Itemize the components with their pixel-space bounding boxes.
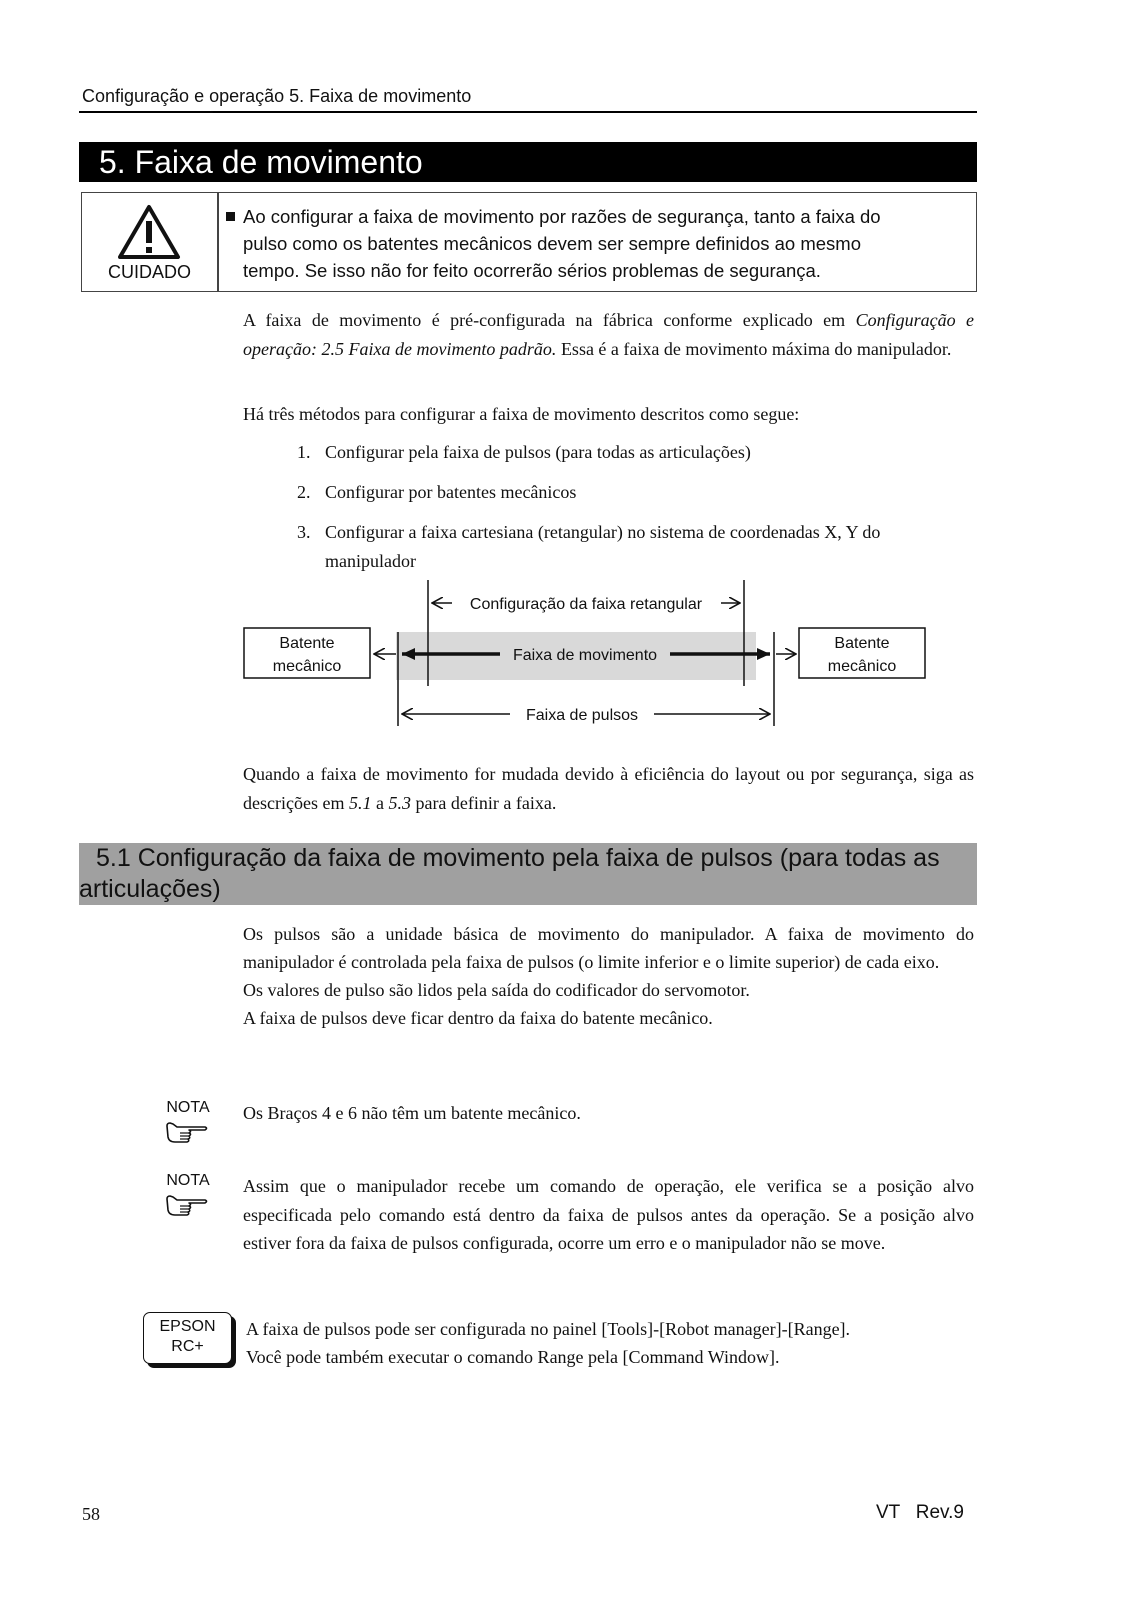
range-diagram (230, 580, 950, 730)
motion-range-label: Faixa de movimento (512, 647, 658, 664)
pulse-text-1: Os pulsos são a unidade básica de movimento do manipulador. A faixa de movimento do manipulador é controlada pela faixa de pulsos (o limite inferior e o limite superior) de cada eixo. (243, 924, 974, 972)
page-number: 58 (82, 1504, 100, 1524)
epson-badge-line-2: RC+ (171, 1338, 204, 1355)
methods-intro: Há três métodos para configurar a faixa de movimento descritos como segue: (243, 404, 800, 424)
running-header: Configuração e operação 5. Faixa de movimento (82, 86, 472, 106)
pointing-hand-icon (165, 1194, 209, 1218)
caution-line-1: Ao configurar a faixa de movimento por razões de segurança, tanto a faixa do (243, 206, 881, 227)
chapter-title: 5. Faixa de movimento (99, 144, 423, 180)
note-text: Assim que o manipulador recebe um comando de operação, ele verifica se a posição alvo especificada pelo comando está dentro da faixa de pulsos antes da operação. Se a posição alvo estiver fora da faixa de pulsos configurada, ocorre um erro e o manipulador não se move. (243, 1176, 974, 1253)
epson-badge-line-1: EPSON (159, 1318, 216, 1335)
note-text: Os Braços 4 e 6 não têm um batente mecânico. (243, 1103, 581, 1123)
chapter-title-bar (79, 142, 977, 182)
section-title-bar (79, 843, 977, 905)
note-label: NOTA (166, 1172, 210, 1189)
epson-rc-badge (143, 1312, 232, 1364)
section-ref-5-3: 5.3 (388, 792, 411, 813)
pulse-range-label: Faixa de pulsos (525, 707, 639, 724)
header-rule (79, 111, 977, 113)
method-number: 1. (297, 442, 311, 462)
caution-divider (217, 193, 219, 291)
after-diagram-paragraph (243, 760, 974, 817)
method-text: Configurar a faixa cartesiana (retangular) no sistema de coordenadas X, Y do (325, 522, 881, 542)
stop-left-line-2: mecânico (272, 658, 342, 675)
caution-label: CUIDADO (107, 262, 191, 282)
method-item (297, 518, 974, 575)
stop-right-line-2: mecânico (827, 658, 897, 675)
after-text-2: para definir a faixa. (410, 792, 557, 813)
section-title-line-2: articulações) (79, 875, 221, 903)
section-title-line-1: 5.1 Configuração da faixa de movimento pela faixa de pulsos (para todas as (96, 844, 940, 872)
caution-line-3: tempo. Se isso não for feito ocorrerão sérios problemas de segurança. (243, 260, 821, 281)
after-text-mid: a (371, 792, 389, 813)
method-text: Configurar pela faixa de pulsos (para todas as articulações) (325, 442, 751, 462)
epson-text-line-2: Você pode também executar o comando Range pela [Command Window]. (246, 1347, 780, 1367)
section-title (79, 843, 975, 905)
method-text-continued: manipulador (325, 550, 416, 571)
section-ref-5-1: 5.1 (348, 792, 372, 813)
method-item (297, 478, 974, 507)
stop-right-line-1: Batente (834, 635, 890, 652)
caution-box (81, 192, 977, 292)
note-label: NOTA (166, 1099, 210, 1116)
pointing-hand-icon (165, 1121, 209, 1145)
method-number: 2. (297, 482, 311, 502)
pulse-text-2: Os valores de pulso são lidos pela saída do codificador do servomotor. (243, 980, 750, 1000)
stop-left-line-1: Batente (279, 635, 335, 652)
epson-text (246, 1315, 974, 1371)
footer-revision: VT Rev.9 (876, 1502, 964, 1523)
method-item (297, 438, 974, 467)
intro-text-1: A faixa de movimento é pré-configurada na fábrica conforme explicado em (243, 310, 856, 330)
caution-text (226, 203, 968, 284)
warning-triangle-icon (116, 203, 182, 261)
epson-text-line-1: A faixa de pulsos pode ser configurada no painel [Tools]-[Robot manager]-[Range]. (246, 1319, 851, 1339)
caution-line-2: pulso como os batentes mecânicos devem ser sempre definidos ao mesmo (243, 233, 861, 254)
method-text: Configurar por batentes mecânicos (325, 482, 577, 502)
intro-text-2: Essa é a faixa de movimento máxima do manipulador. (556, 338, 952, 359)
bullet-square-icon (226, 212, 235, 221)
pulse-text-3: A faixa de pulsos deve ficar dentro da faixa do batente mecânico. (243, 1008, 713, 1028)
intro-reference: Configuração e operação: 2.5 Faixa de movimento padrão. (243, 310, 974, 359)
pulse-paragraph (243, 920, 974, 1032)
rect-range-label: Configuração da faixa retangular (469, 596, 703, 613)
intro-paragraph (243, 306, 974, 363)
after-text-1: Quando a faixa de movimento for mudada devido à eficiência do layout ou por segurança, siga as descrições em (243, 764, 974, 813)
method-number: 3. (297, 522, 311, 542)
